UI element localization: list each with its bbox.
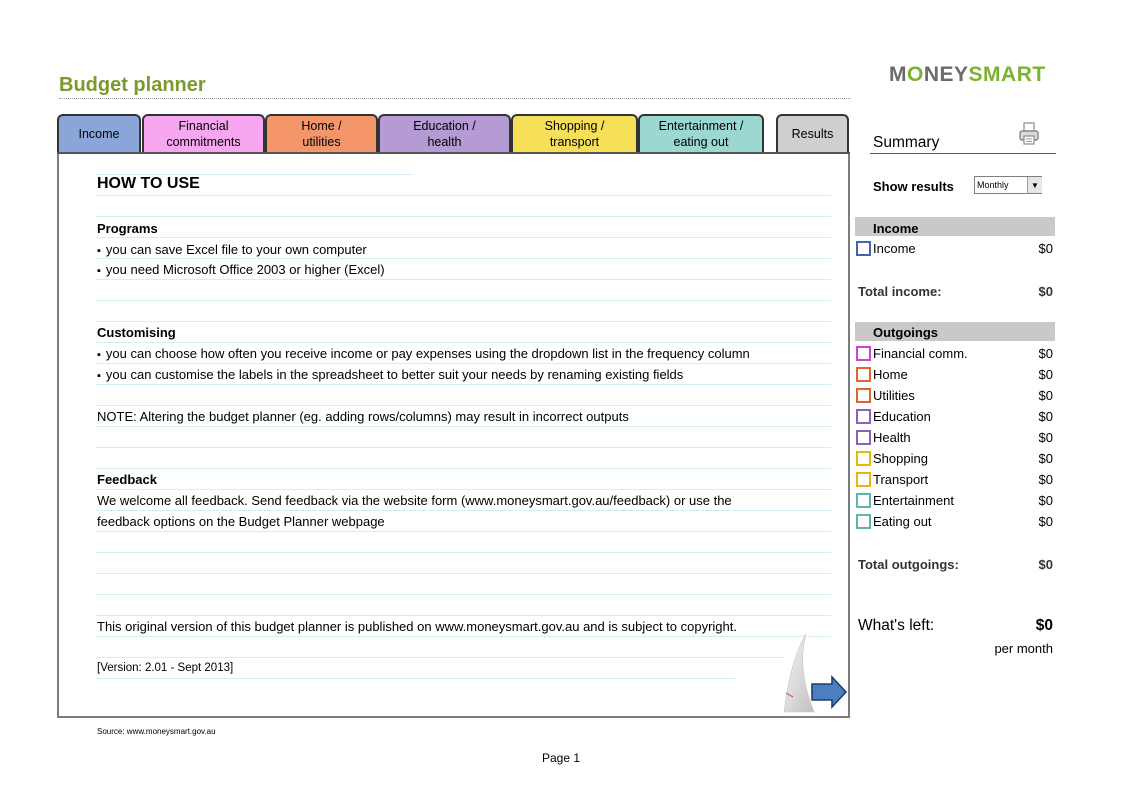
printer-icon[interactable] <box>1018 122 1040 146</box>
total-income-label: Total income: <box>858 284 942 299</box>
tab-label: Education / health <box>413 119 476 149</box>
transport-swatch <box>856 472 871 487</box>
grid-line <box>95 615 831 616</box>
entertainment-swatch <box>856 493 871 508</box>
programs-heading: Programs <box>97 221 158 236</box>
feedback-text: feedback options on the Budget Planner webpage <box>97 514 385 529</box>
tab-label: Shopping / transport <box>544 119 605 149</box>
financial-comm-swatch <box>856 346 871 361</box>
utilities-swatch <box>856 388 871 403</box>
tab-results[interactable] <box>776 114 849 152</box>
tab-education-health[interactable] <box>378 114 511 152</box>
income-item-label: Income <box>873 241 916 256</box>
outgoing-item-value: $0 <box>1038 451 1053 466</box>
tab-income[interactable] <box>57 114 141 152</box>
grid-line <box>95 384 831 385</box>
grid-line <box>95 447 831 448</box>
grid-line <box>95 195 831 196</box>
grid-line <box>95 468 831 469</box>
grid-line <box>95 573 831 574</box>
copyright-text: This original version of this budget planner is published on www.moneysmart.gov.au and is subject to copyright. <box>97 619 737 634</box>
grid-line <box>95 489 831 490</box>
tab-entertainment-eating-out[interactable] <box>638 114 764 152</box>
grid-line <box>95 258 831 259</box>
outgoing-item-value: $0 <box>1038 409 1053 424</box>
outgoing-item-value: $0 <box>1038 346 1053 361</box>
outgoing-item-label: Eating out <box>873 514 932 529</box>
tab-home-utilities[interactable] <box>265 114 378 152</box>
frequency-value: Monthly <box>977 180 1009 190</box>
grid-line <box>95 405 831 406</box>
outgoing-item-label: Shopping <box>873 451 928 466</box>
grid-line <box>95 552 831 553</box>
feedback-text: We welcome all feedback. Send feedback via the website form (www.moneysmart.gov.au/feedback) or use the <box>97 493 732 508</box>
page-number: Page 1 <box>542 751 581 765</box>
outgoing-item-value: $0 <box>1038 493 1053 508</box>
whats-left-label: What's left: <box>858 617 935 634</box>
income-item-value: $0 <box>1038 241 1053 256</box>
grid-line <box>95 594 831 595</box>
customising-item: ▪ you can customise the labels in the spreadsheet to better suit your needs by renaming existing fields <box>97 367 683 382</box>
customising-heading: Customising <box>97 325 176 340</box>
shopping-swatch <box>856 451 871 466</box>
page-curl-next[interactable] <box>780 632 848 714</box>
income-color-swatch <box>856 241 871 256</box>
tab-financial-commitments[interactable] <box>142 114 265 152</box>
page-title: Budget planner <box>59 74 206 96</box>
home-swatch <box>856 367 871 382</box>
eating-out-swatch <box>856 514 871 529</box>
grid-line <box>95 363 831 364</box>
tab-label: Home / utilities <box>301 119 342 149</box>
grid-line <box>95 342 831 343</box>
outgoing-item-label: Utilities <box>873 388 915 403</box>
tab-label: Entertainment / eating out <box>658 119 744 149</box>
grid-line <box>95 426 831 427</box>
total-outgoings-value: $0 <box>1038 557 1053 572</box>
panel-top-border <box>57 152 850 154</box>
outgoing-item-value: $0 <box>1038 388 1053 403</box>
customising-item: ▪ you can choose how often you receive income or pay expenses using the dropdown list in the frequency column <box>97 346 750 361</box>
per-period-text: per month <box>994 641 1053 656</box>
tab-label: Income <box>78 127 120 141</box>
source-text: Source: www.moneysmart.gov.au <box>97 727 216 736</box>
grid-line <box>95 678 735 679</box>
grid-line <box>95 300 831 301</box>
programs-item: ▪ you need Microsoft Office 2003 or higher (Excel) <box>97 262 385 277</box>
outgoing-item-label: Home <box>873 367 908 382</box>
outgoing-item-label: Entertainment <box>873 493 954 508</box>
tab-shopping-transport[interactable] <box>511 114 638 152</box>
tab-label: Results <box>791 127 834 141</box>
outgoings-header: Outgoings <box>873 325 938 340</box>
triangle-down-icon[interactable]: ▼ <box>1027 177 1042 193</box>
outgoing-item-label: Transport <box>873 472 929 487</box>
education-swatch <box>856 409 871 424</box>
title-divider <box>59 98 851 99</box>
outgoing-item-label: Health <box>873 430 911 445</box>
grid-line <box>95 237 831 238</box>
show-results-label: Show results <box>873 179 954 194</box>
grid-line <box>95 531 831 532</box>
grid-line <box>95 279 831 280</box>
whats-left-value: $0 <box>1035 617 1053 634</box>
programs-item: ▪ you can save Excel file to your own computer <box>97 242 367 257</box>
feedback-heading: Feedback <box>97 472 157 487</box>
grid-line <box>95 216 831 217</box>
summary-underline <box>870 153 1056 154</box>
moneysmart-logo: MONEYSMART <box>889 63 1046 86</box>
total-outgoings-label: Total outgoings: <box>858 557 959 572</box>
total-income-value: $0 <box>1038 284 1053 299</box>
grid-line <box>95 321 831 322</box>
grid-line <box>95 636 831 637</box>
grid-line <box>95 510 831 511</box>
health-swatch <box>856 430 871 445</box>
tab-label: Financial commitments <box>166 119 241 149</box>
outgoing-item-value: $0 <box>1038 367 1053 382</box>
outgoing-item-value: $0 <box>1038 472 1053 487</box>
income-header: Income <box>873 221 919 236</box>
note-text: NOTE: Altering the budget planner (eg. adding rows/columns) may result in incorrect outputs <box>97 409 629 424</box>
outgoing-item-label: Financial comm. <box>873 346 968 361</box>
outgoing-item-value: $0 <box>1038 430 1053 445</box>
summary-title: Summary <box>873 134 940 151</box>
outgoing-item-value: $0 <box>1038 514 1053 529</box>
grid-line <box>95 657 785 658</box>
outgoing-item-label: Education <box>873 409 931 424</box>
version-text: [Version: 2.01 - Sept 2013] <box>97 662 234 674</box>
how-to-use-heading: HOW TO USE <box>97 175 200 192</box>
